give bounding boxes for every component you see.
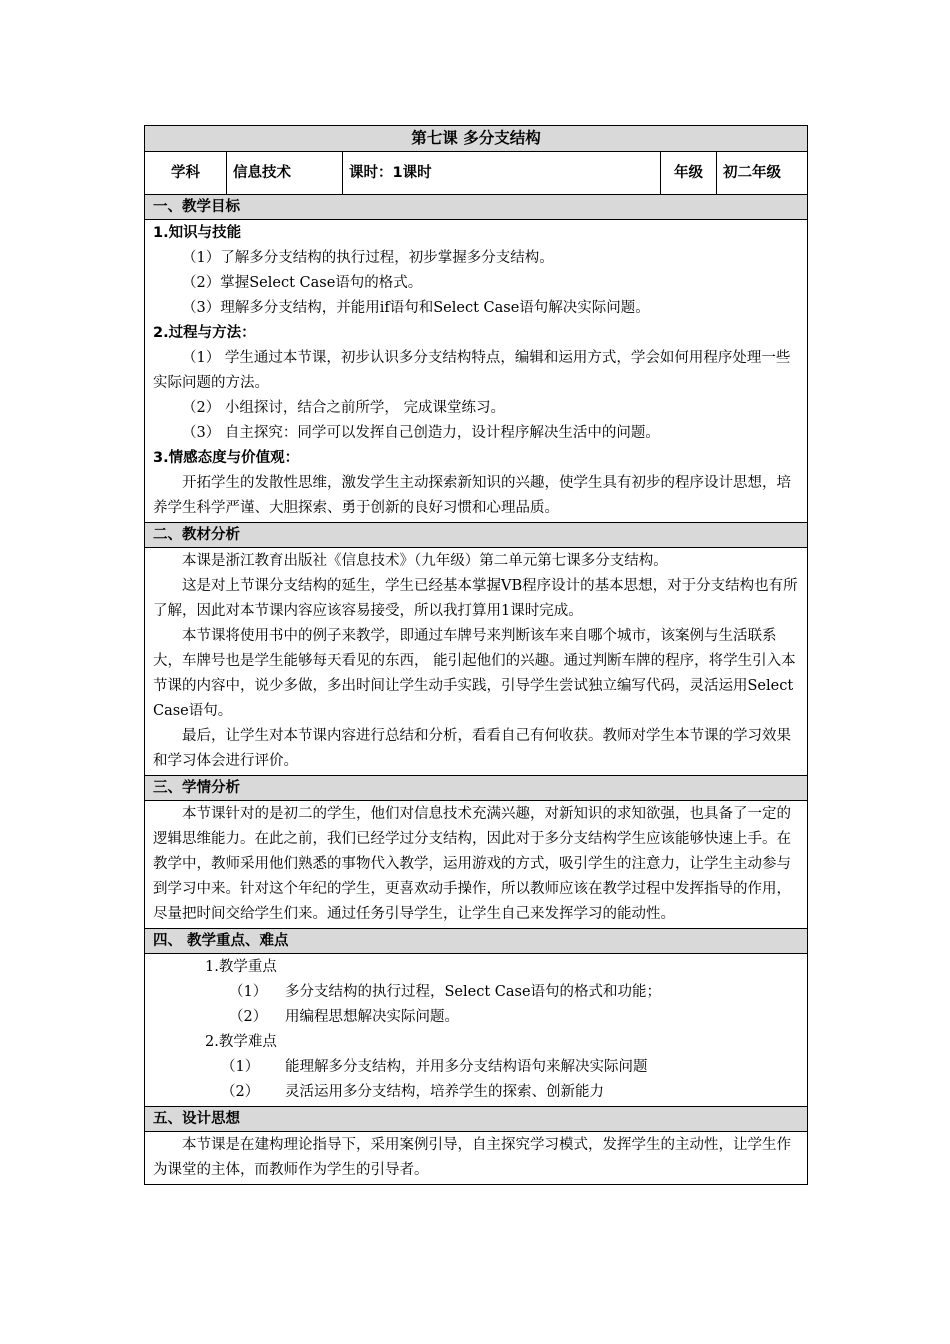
class-hours: 课时：1课时 bbox=[343, 152, 661, 195]
section-heading-design: 五、设计思想 bbox=[145, 1107, 808, 1132]
section-body-learners bbox=[145, 801, 808, 929]
material-paragraph-3: 本节课将使用书中的例子来教学，即通过车牌号来判断该车来自哪个城市，该案例与生活联系大，车牌号也是学生能够每天看见的东西， 能引起他们的兴趣。通过判断车牌的程序，将学生引入本节课的内容中，说少多做，多出时间让学生动手实践，引导学生尝试独立编写代码，灵活运用Select Case语句。 bbox=[153, 628, 796, 719]
grade-label: 年级 bbox=[661, 152, 717, 195]
focus-item-1-text: 多分支结构的执行过程，Select Case语句的格式和功能； bbox=[285, 984, 662, 1000]
section-body-key-points bbox=[145, 954, 808, 1107]
material-paragraph-4: 最后，让学生对本节课内容进行总结和分析，看看自己有何收获。教师对学生本节课的学习效果和学习体会进行评价。 bbox=[153, 728, 791, 769]
difficulty-item-1-number: （1） bbox=[221, 1059, 260, 1075]
difficulty-item-1 bbox=[153, 1055, 800, 1080]
difficulty-item-2 bbox=[153, 1080, 800, 1105]
grade-value: 初二年级 bbox=[717, 152, 808, 195]
focus-item-1 bbox=[153, 980, 800, 1005]
lesson-title: 第七课 多分支结构 bbox=[145, 126, 808, 152]
process-item-1: （1） 学生通过本节课，初步认识多分支结构特点，编辑和运用方式，学会如何用程序处理一些实际问题的方法。 bbox=[153, 350, 791, 391]
emotion-values-title: 3.情感态度与价值观： bbox=[153, 450, 300, 466]
section-heading-learners: 三、学情分析 bbox=[145, 776, 808, 801]
focus-item-1-number: （1） bbox=[229, 984, 268, 1000]
focus-item-2-number: （2） bbox=[229, 1009, 268, 1025]
difficulty-title: 2.教学难点 bbox=[205, 1034, 277, 1050]
section-heading-objectives: 一、教学目标 bbox=[145, 195, 808, 220]
knowledge-skills-title: 1.知识与技能 bbox=[153, 225, 242, 241]
difficulty-item-1-text: 能理解多分支结构，并用多分支结构语句来解决实际问题 bbox=[285, 1059, 648, 1075]
lesson-plan-document bbox=[144, 125, 807, 1185]
subject-value: 信息技术 bbox=[227, 152, 343, 195]
emotion-item-1: 开拓学生的发散性思维，激发学生主动探索新知识的兴趣，使学生具有初步的程序设计思想，培养学生科学严谨、大胆探索、勇于创新的良好习惯和心理品质。 bbox=[153, 475, 791, 516]
knowledge-item-2: （2）掌握Select Case语句的格式。 bbox=[182, 275, 423, 291]
knowledge-item-3: （3）理解多分支结构，并能用if语句和Select Case语句解决实际问题。 bbox=[182, 300, 650, 316]
difficulty-item-2-number: （2） bbox=[221, 1084, 260, 1100]
difficulty-item-2-text: 灵活运用多分支结构，培养学生的探索、创新能力 bbox=[285, 1084, 604, 1100]
knowledge-item-1: （1）了解多分支结构的执行过程，初步掌握多分支结构。 bbox=[182, 250, 554, 266]
process-item-2: （2） 小组探讨，结合之前所学， 完成课堂练习。 bbox=[182, 400, 505, 416]
section-heading-material: 二、教材分析 bbox=[145, 523, 808, 548]
focus-item-2-text: 用编程思想解决实际问题。 bbox=[285, 1009, 459, 1025]
focus-title: 1.教学重点 bbox=[205, 959, 277, 975]
process-item-3: （3） 自主探究：同学可以发挥自己创造力，设计程序解决生活中的问题。 bbox=[182, 425, 660, 441]
process-methods-title: 2.过程与方法： bbox=[153, 325, 256, 341]
section-body-material bbox=[145, 548, 808, 776]
focus-item-2 bbox=[153, 1005, 800, 1030]
section-body-objectives bbox=[145, 220, 808, 523]
section-body-design bbox=[145, 1132, 808, 1185]
lesson-meta-row bbox=[145, 152, 808, 195]
subject-label: 学科 bbox=[145, 152, 227, 195]
design-paragraph-1: 本节课是在建构理论指导下，采用案例引导，自主探究学习模式，发挥学生的主动性，让学生作为课堂的主体，而教师作为学生的引导者。 bbox=[153, 1137, 791, 1178]
lesson-plan-table bbox=[144, 125, 808, 1185]
learners-paragraph-1: 本节课针对的是初二的学生，他们对信息技术充满兴趣，对新知识的求知欲强，也具备了一定的逻辑思维能力。在此之前，我们已经学过分支结构，因此对于多分支结构学生应该能够快速上手。在教学中，教师采用他们熟悉的事物代入教学，运用游戏的方式，吸引学生的注意力，让学生主动参与到学习中来。针对这个年纪的学生，更喜欢动手操作，所以教师应该在教学过程中发挥指导的作用，尽量把时间交给学生们来。通过任务引导学生，让学生自己来发挥学习的能动性。 bbox=[153, 806, 791, 922]
material-paragraph-1: 本课是浙江教育出版社《信息技术》（九年级）第二单元第七课多分支结构。 bbox=[182, 553, 668, 569]
material-paragraph-2: 这是对上节课分支结构的延生，学生已经基本掌握VB程序设计的基本思想，对于分支结构也有所了解，因此对本节课内容应该容易接受，所以我打算用1课时完成。 bbox=[153, 578, 798, 619]
section-heading-key-points: 四、 教学重点、难点 bbox=[145, 929, 808, 954]
